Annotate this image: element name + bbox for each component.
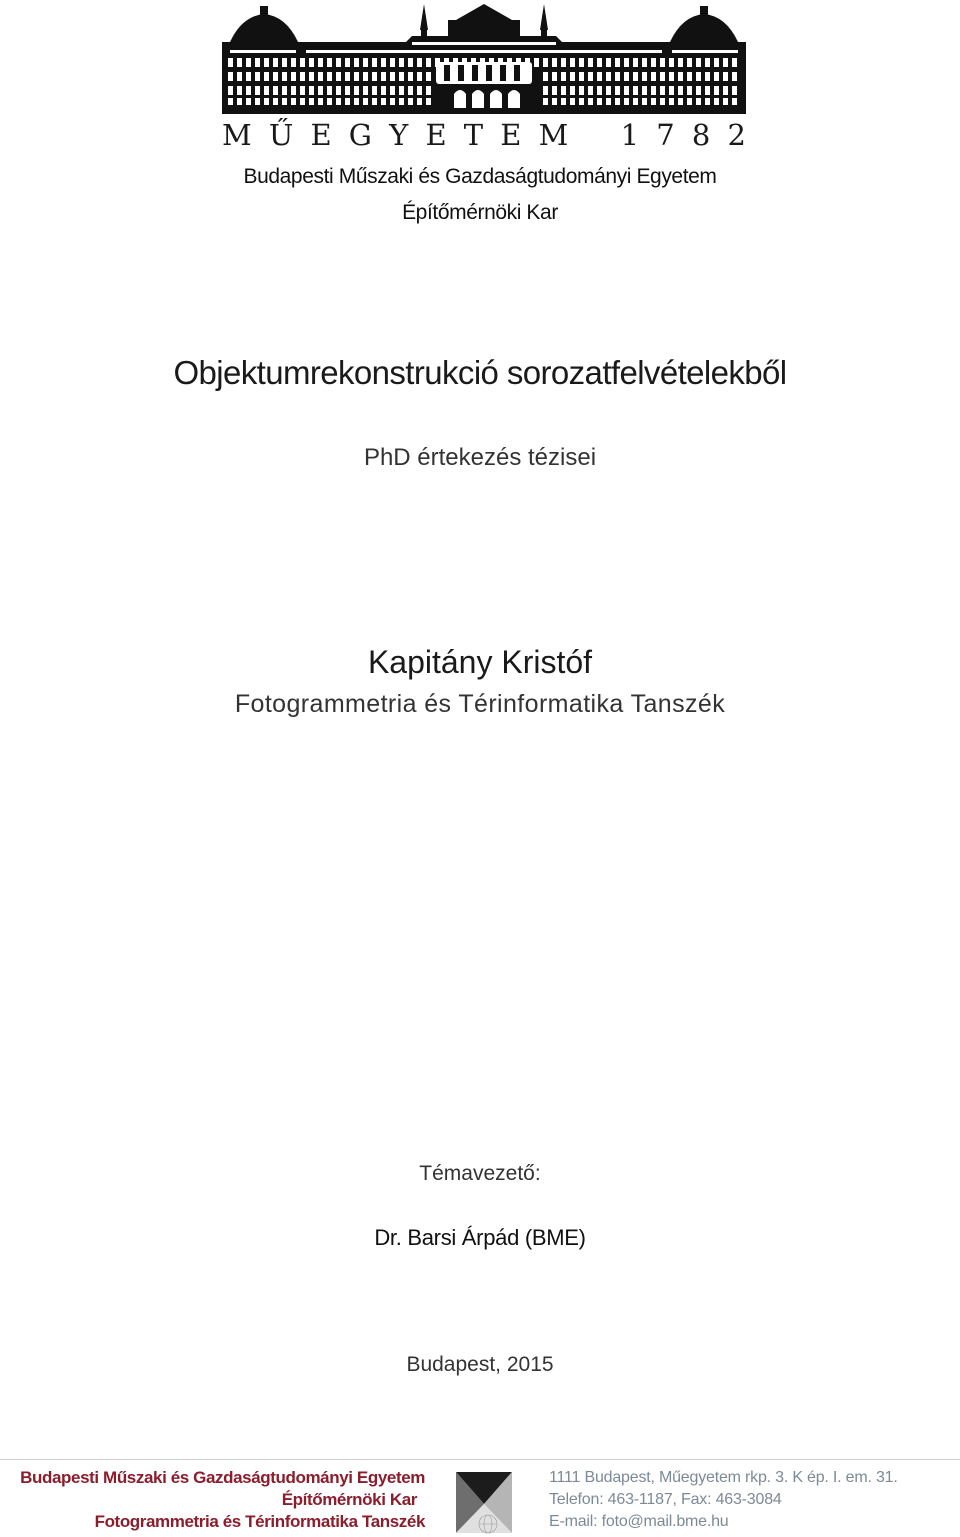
department-name: Fotogrammetria és Térinformatika Tanszék [234, 690, 726, 718]
footer-address: 1111 Budapest, Műegyetem rkp. 3. K ép. I. em. 31. [549, 1469, 898, 1486]
logo-letter: 2 [727, 118, 746, 152]
logo-letter: E [425, 118, 447, 152]
logo-letter: M [538, 118, 569, 152]
footer-faculty: Építőmérnöki Kar [281, 1490, 417, 1509]
document-subtitle: PhD értekezés tézisei [363, 444, 597, 471]
university-building-logo-icon [222, 2, 746, 114]
supervisor-name: Dr. Barsi Árpád (BME) [374, 1225, 586, 1250]
logo-letter: Ű [268, 118, 294, 152]
footer-contact [549, 1467, 898, 1533]
logo-letter: T [463, 118, 484, 152]
supervisor-label: Témavezető: [419, 1162, 541, 1185]
logo-letter: 7 [656, 118, 675, 152]
logo-letter: 8 [691, 118, 711, 152]
footer-email[interactable]: E-mail: foto@mail.bme.hu [549, 1513, 729, 1530]
faculty-name: Építőmérnöki Kar [402, 201, 558, 224]
logo-letter: 1 [620, 118, 640, 152]
document-title: Objektumrekonstrukció sorozatfelvételekből [173, 354, 787, 391]
author-name: Kapitány Kristóf [367, 644, 593, 680]
footer-department: Fotogrammetria és Térinformatika Tanszék [94, 1512, 425, 1531]
department-logo-icon [454, 1470, 514, 1535]
footer-institution [0, 1467, 425, 1533]
logo-letter: Y [389, 118, 409, 152]
place-and-year: Budapest, 2015 [406, 1353, 554, 1376]
university-name: Budapesti Műszaki és Gazdaságtudományi Egyetem [243, 165, 717, 188]
footer-university: Budapesti Műszaki és Gazdaságtudományi Egyetem [20, 1468, 425, 1487]
logo-letter: E [310, 118, 332, 152]
logo-letter: E [500, 118, 522, 152]
logo-letter: G [348, 118, 372, 152]
footer-phone-fax: Telefon: 463-1187, Fax: 463-3084 [549, 1491, 782, 1508]
footer-divider [0, 1459, 960, 1460]
logo-letter: M [222, 118, 252, 152]
logo-wordmark [222, 117, 746, 153]
